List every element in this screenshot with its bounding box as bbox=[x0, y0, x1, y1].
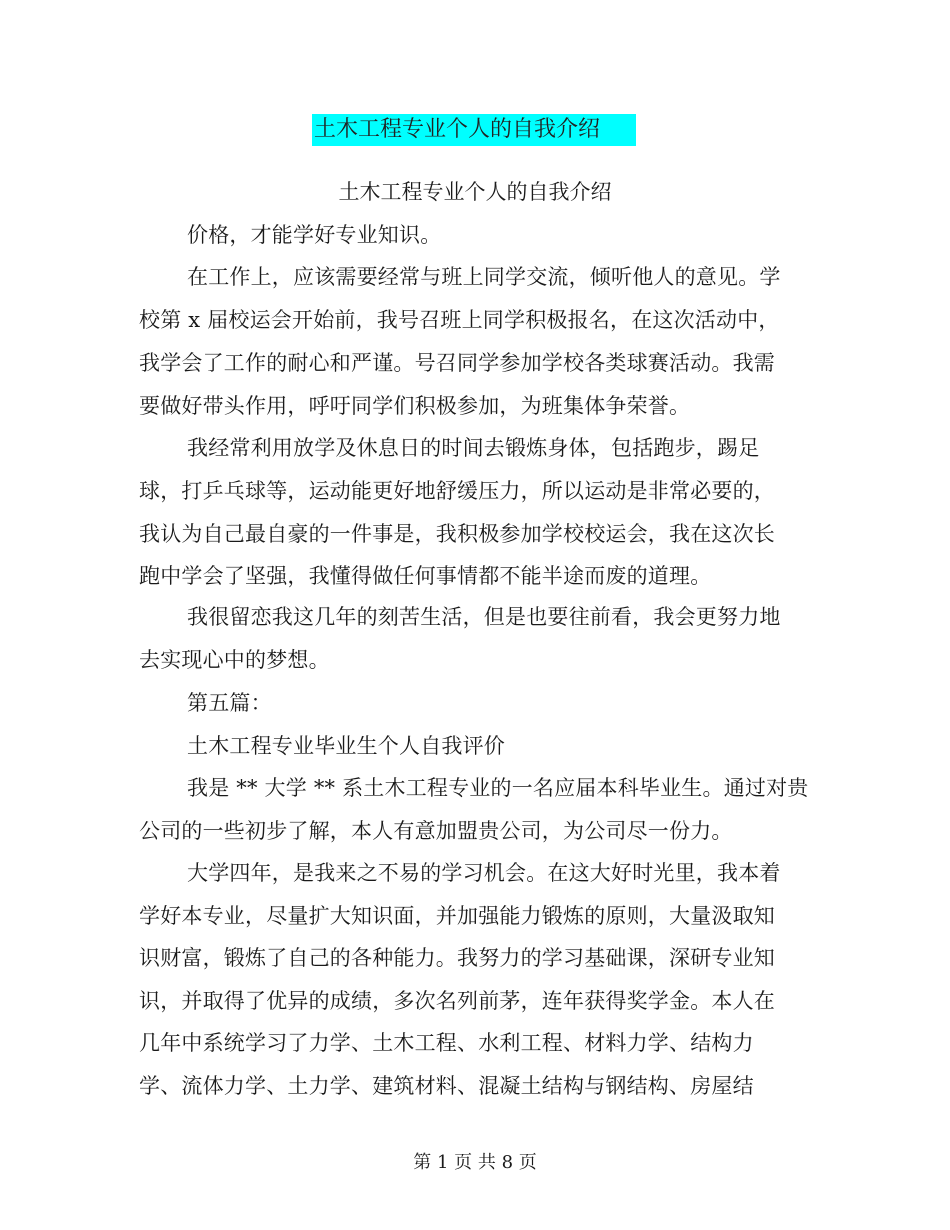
body-line: 识，并取得了优异的成绩，多次名列前茅，连年获得奖学金。本人在 bbox=[139, 989, 775, 1013]
body-line: 学、流体力学、土力学、建筑材料、混凝土结构与钢结构、房屋结 bbox=[139, 1074, 754, 1098]
body-line: 我很留恋我这几年的刻苦生活，但是也要往前看，我会更努力地 bbox=[187, 605, 781, 629]
body-line: 识财富，锻炼了自己的各种能力。我努力的学习基础课，深研专业知 bbox=[139, 946, 775, 970]
body-line: 要做好带头作用，呼吁同学们积极参加，为班集体争荣誉。 bbox=[139, 394, 691, 418]
body-line: 我学会了工作的耐心和严谨。号召同学参加学校各类球赛活动。我需 bbox=[139, 351, 775, 375]
body-line: 在工作上，应该需要经常与班上同学交流，倾听他人的意见。学 bbox=[187, 265, 781, 289]
section-title: 土木工程专业毕业生个人自我评价 bbox=[187, 734, 505, 758]
body-line: 校第 x 届校运会开始前，我号召班上同学积极报名，在这次活动中， bbox=[139, 308, 780, 332]
body-line: 价格，才能学好专业知识。 bbox=[187, 223, 442, 247]
body-line: 跑中学会了坚强，我懂得做任何事情都不能半途而废的道理。 bbox=[139, 564, 712, 588]
body-line: 我经常利用放学及休息日的时间去锻炼身体，包括跑步，踢足 bbox=[187, 436, 760, 460]
highlighted-title: 土木工程专业个人的自我介绍 bbox=[312, 114, 636, 146]
body-line: 我认为自己最自豪的一件事是，我积极参加学校校运会，我在这次长 bbox=[139, 522, 775, 546]
body-line: 大学四年，是我来之不易的学习机会。在这大好时光里，我本着 bbox=[187, 861, 781, 885]
body-line: 我是 ** 大学 ** 系土木工程专业的一名应届本科毕业生。通过对贵 bbox=[187, 776, 809, 800]
document-subtitle: 土木工程专业个人的自我介绍 bbox=[338, 180, 612, 204]
page-number-footer: 第 1 页 共 8 页 bbox=[413, 1152, 537, 1173]
body-line: 学好本专业，尽量扩大知识面，并加强能力锻炼的原则，大量汲取知 bbox=[139, 904, 775, 928]
body-line: 去实现心中的梦想。 bbox=[139, 648, 330, 672]
body-line: 几年中系统学习了力学、土木工程、水利工程、材料力学、结构力 bbox=[139, 1031, 754, 1055]
section-heading: 第五篇： bbox=[187, 691, 272, 715]
body-line: 公司的一些初步了解，本人有意加盟贵公司，为公司尽一份力。 bbox=[139, 819, 733, 843]
body-line: 球，打乒乓球等，运动能更好地舒缓压力，所以运动是非常必要的， bbox=[139, 479, 775, 503]
